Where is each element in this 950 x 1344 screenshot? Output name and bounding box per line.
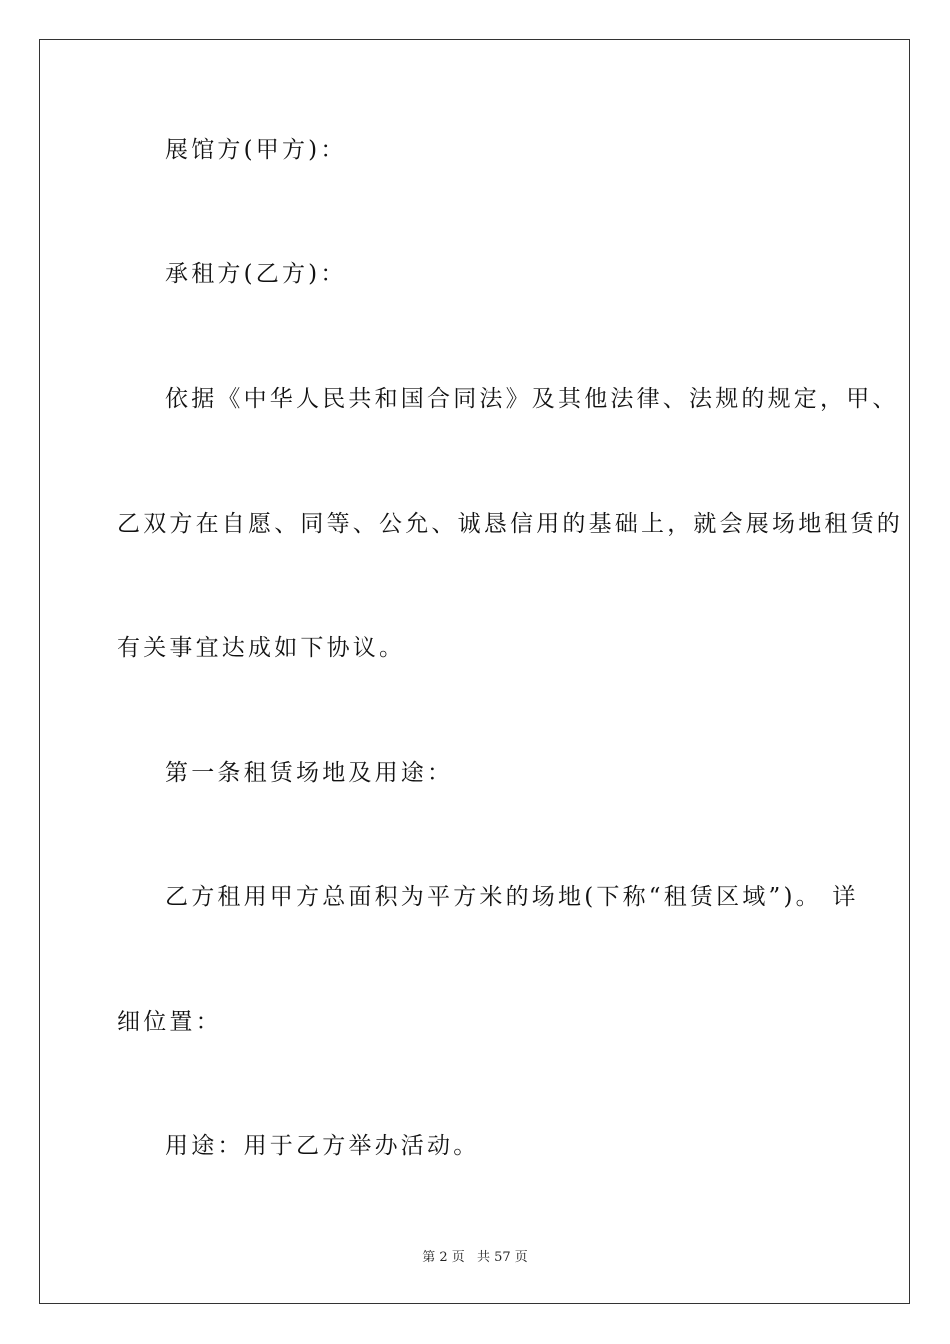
preamble-line-3: 有关事宜达成如下协议。 — [117, 635, 406, 661]
purpose-line: 用途：用于乙方举办活动。 — [165, 1133, 480, 1159]
preamble-line-1: 依据《中华人民共和国合同法》及其他法律、法规的规定，甲、 — [165, 386, 899, 412]
page-number: 第 2 页 — [422, 1250, 465, 1265]
lease-area-line-1: 乙方租用甲方总面积为平方米的场地(下称“租赁区域”)。 详 — [165, 884, 859, 910]
exhibitor-party-line: 展馆方(甲方)： — [165, 137, 347, 163]
page-total: 共 57 页 — [476, 1250, 528, 1265]
page-border — [39, 39, 910, 1304]
lease-area-line-2: 细位置： — [117, 1009, 222, 1035]
lessee-party-line: 承租方(乙方)： — [165, 261, 347, 287]
article-one-heading: 第一条租赁场地及用途： — [165, 760, 454, 786]
page-footer — [0, 1246, 950, 1265]
preamble-line-2: 乙双方在自愿、同等、公允、诚恳信用的基础上，就会展场地租赁的 — [117, 511, 903, 537]
